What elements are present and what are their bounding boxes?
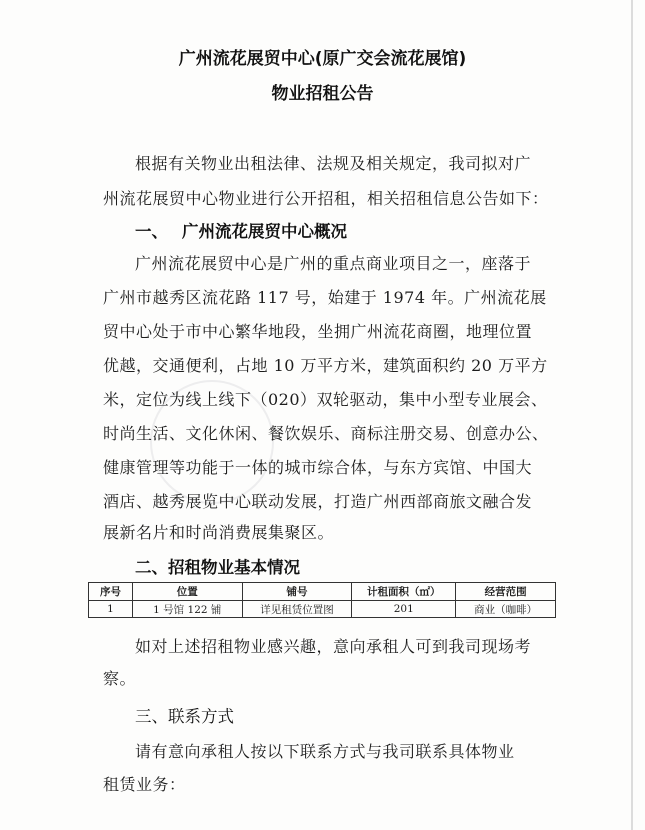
after-table-line-1: 如对上述招租物业感兴趣，意向承租人可到我司现场考: [135, 637, 532, 656]
section-1-heading: [135, 218, 347, 242]
table-header-cell: 序号: [89, 583, 133, 601]
table-cell: 1 号馆 122 铺: [132, 601, 242, 618]
section-1-title: 广州流花展贸中心概况: [182, 222, 347, 241]
section-3-heading: 三、联系方式: [135, 707, 234, 726]
section-1-line-6: 时尚生活、文化休闲、餐饮娱乐、商标注册交易、创意办公、: [103, 424, 549, 443]
table-header-cell: 经营范围: [456, 583, 556, 601]
after-table-line-2: 察。: [103, 669, 137, 688]
table-cell: 商业（咖啡）: [456, 601, 556, 618]
section-1-line-3: 贸中心处于市中心繁华地段，坐拥广州流花商圈，地理位置: [103, 322, 533, 341]
section-1-number: 一、: [135, 222, 168, 241]
section-3-line-2: 租赁业务：: [103, 775, 186, 794]
table-cell: 1: [89, 601, 133, 618]
intro-line-2: 州流花展贸中心物业进行公开招租，相关招租信息公告如下：: [103, 189, 549, 208]
table-row: [89, 601, 556, 618]
table-cell: 详见租赁位置图: [242, 601, 352, 618]
document-title: 广州流花展贸中心(原广交会流花展馆): [178, 49, 467, 69]
table-header-cell: 位置: [132, 583, 242, 601]
section-2-heading: 二、招租物业基本情况: [135, 558, 300, 577]
section-1-line-2: 广州市越秀区流花路 117 号，始建于 1974 年。广州流花展: [103, 288, 547, 307]
section-1-line-5: 米，定位为线上线下（020）双轮驱动，集中小型专业展会、: [103, 390, 548, 409]
section-1-line-9: 展新名片和时尚消费展集聚区。: [103, 523, 335, 542]
table-header-cell: 计租面积（㎡）: [352, 583, 456, 601]
section-1-line-1: 广州流花展贸中心是广州的重点商业项目之一，座落于: [135, 254, 532, 273]
rental-property-table: [88, 582, 556, 618]
intro-line-1: 根据有关物业出租法律、法规及相关规定，我司拟对广: [135, 154, 532, 173]
document-subtitle: 物业招租公告: [271, 84, 374, 104]
page-edge: [631, 0, 633, 830]
section-1-line-8: 酒店、越秀展览中心联动发展，打造广州西部商旅文融合发: [103, 492, 533, 511]
section-3-line-1: 请有意向承租人按以下联系方式与我司联系具体物业: [135, 742, 515, 761]
table-header-cell: 铺号: [242, 583, 352, 601]
table-header-row: [89, 583, 556, 601]
table-cell: 201: [352, 601, 456, 618]
section-1-line-7: 健康管理等功能于一体的城市综合体，与东方宾馆、中国大: [103, 458, 533, 477]
section-1-line-4: 优越，交通便利，占地 10 万平方米，建筑面积约 20 万平方: [103, 356, 548, 375]
